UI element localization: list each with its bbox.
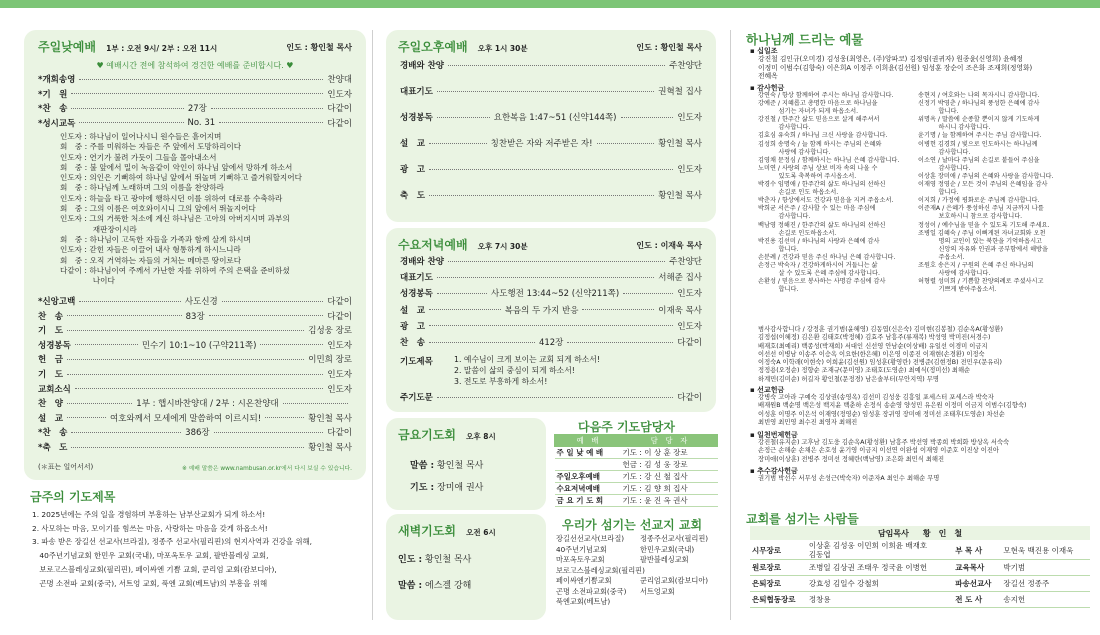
leader-dots <box>67 359 304 360</box>
sunday-title-text: 주일낮예배 <box>38 40 96 54</box>
order-label: 광 고 <box>400 321 425 332</box>
next-week-service: 수요저녁예배 <box>555 483 621 495</box>
leader-dots <box>437 397 674 398</box>
next-week-row <box>555 483 718 495</box>
order-label: *찬 송 <box>38 104 68 115</box>
wednesday-leader: 인도 : 이재욱 목사 <box>636 241 702 250</box>
prayer-topics-title: 금주의 기도제목 <box>30 490 116 504</box>
leader-dots <box>67 315 182 316</box>
wednesday-worship-panel <box>386 228 716 412</box>
top-accent-bar <box>0 0 1100 8</box>
senior-pastor-row <box>750 526 1090 540</box>
order-content: 복음의 두 가지 반응 <box>504 305 579 316</box>
order-label: 설 교 <box>38 413 63 424</box>
missions-title: 우리가 섬기는 선교지 교회 <box>562 518 703 532</box>
order-label: 성경봉독 <box>400 113 433 123</box>
leader-dots <box>437 277 654 278</box>
leader-dots <box>437 293 487 294</box>
leader-dots <box>621 117 674 118</box>
leader-dots <box>75 344 138 345</box>
order-label: 대표기도 <box>400 273 433 284</box>
leader-dots <box>429 195 654 196</box>
order-leader: 다같이 <box>327 297 352 307</box>
order-leader: 다같이 <box>327 311 352 322</box>
order-leader: 서해준 집사 <box>658 273 702 284</box>
order-content: 83장 <box>185 311 205 322</box>
leader-dots <box>448 261 665 262</box>
harvest-offering-list: 권기범 박선수 서무성 손성근(박숙자) 이준자A 최인수 최해순 무명 <box>758 475 940 482</box>
order-label: 설 교 <box>400 139 425 149</box>
staff-role: 시무장로 <box>750 541 807 560</box>
next-week-person: 기도 : 강 신 철 집사 <box>621 471 718 483</box>
order-leader: 인도자 <box>677 289 702 300</box>
leader-dots <box>67 330 304 331</box>
order-row <box>400 188 702 202</box>
order-leader: 이재욱 목사 <box>658 305 702 316</box>
next-week-row <box>555 447 718 459</box>
staff-row <box>750 560 1090 576</box>
order-label: 헌 금 <box>38 355 63 366</box>
staff-names: 이상훈 김성웅 이민희 이희윤 배재호 김동엽 <box>807 541 953 560</box>
staff-table <box>750 541 1090 608</box>
order-label: *찬 송 <box>38 428 68 439</box>
friday-line-1 <box>410 458 483 471</box>
leader-dots <box>67 374 323 375</box>
general-thanks-list: 범사감사합니다 / 강정훈 권기범(윤혜영) 김동엽(신은숙) 김미현(김봉철) 김순옥A(황성환) 김정섭(이혜정) 김은환 김태호(박정혜) 김효주 남흥주(류재복) 박성영 박미진(서경수) 배재호(최예리) 백종성(박재희) 서대인 신선영 안남순(이상배) 유일선 이경미 이금지 이선선 이병남 이송주 이승옥 이요한(한은혜) 이은영 이종진 이재현(손경환) 이정숙 이정숙A 이학래(이현숙) 이희윤(김선원) 임성훈(황영란) 전병준(김현정B) 전민우(문유리) 정정용(오정순) 정향순 조재규(문미영) 조태호(도영순) 최예식(정미선) 최해순 하계민(김미순) 허길자 황인철(문정경) 남은솔부터(무안지역) 무명 <box>758 326 1003 383</box>
order-leader: 다같이 <box>327 104 352 115</box>
order-leader: 인도자 <box>677 113 702 123</box>
sunday-order-bottom <box>38 294 352 454</box>
leader-dots <box>75 388 324 389</box>
order-label: 찬 송 <box>38 311 63 322</box>
wednesday-title-text: 수요저녁예배 <box>398 238 468 252</box>
order-row <box>38 116 352 130</box>
order-row <box>400 270 702 284</box>
staff-row <box>750 576 1090 592</box>
order-row <box>400 110 702 124</box>
leader-dots <box>260 344 323 345</box>
order-content: 412장 <box>538 338 564 348</box>
staff-names: 조병일 김상권 조태우 정국윤 이병헌 <box>807 560 953 576</box>
seventh-offering-list: 강진철(유지순) 고후남 김도웅 김순옥A(황성환) 남흥주 박선영 박종희 박희화 방상옥 서숙숙 손정근 손해순 손채은 손호성 윤기영 이금지 이선연 이완섭 이재영 이준호 이진상 이진아 장미애(이상훈) 전병주 정미선 정혜란(백남영) 조은화 최민식 최해진 <box>758 439 1010 463</box>
staff-role: 은퇴장로 <box>750 576 807 592</box>
column-divider-1 <box>372 30 373 620</box>
order-row <box>38 352 352 366</box>
order-leader: 주찬양단 <box>669 257 702 267</box>
order-row <box>38 367 352 381</box>
sunday-times: 1부 : 오전 9시/ 2부 : 오전 11시 <box>106 44 218 53</box>
order-content: No. 31 <box>187 117 216 128</box>
order-label: 축 도 <box>400 191 425 201</box>
leader-dots <box>79 301 181 302</box>
friday-label-1: 말씀 : <box>410 461 435 471</box>
staff-role: 은퇴협동장로 <box>750 592 807 608</box>
staff-role: 전 도 사 <box>953 592 1001 608</box>
next-week-row <box>555 495 718 507</box>
leader-dots <box>219 122 323 123</box>
order-content: 27장 <box>187 104 207 115</box>
next-week-header-service: 예 배 <box>555 435 621 447</box>
order-content: 칭찬받은 자와 저주받은 자! <box>490 139 593 149</box>
next-week-person: 기도 : 김 향 희 집사 <box>621 483 718 495</box>
leader-dots <box>437 91 654 92</box>
order-label: *신앙고백 <box>38 297 76 307</box>
leader-dots <box>71 447 304 448</box>
leader-dots <box>211 108 323 109</box>
order-row <box>38 425 352 439</box>
order-label: *기 원 <box>38 89 68 100</box>
thanks-heading: ▪ 감사헌금 <box>750 84 785 92</box>
column-divider-2 <box>730 30 731 620</box>
tithe-heading: ▪ 십일조 <box>750 47 778 55</box>
afternoon-title <box>398 38 528 55</box>
dawn-time: 오전 6시 <box>466 528 496 537</box>
thanks-right-list: 송현지 / 여호와는 나의 목자시니 감사합니다. 신정기 박영춘 / 하나님의 풍성한 은혜에 감사 합니다. 위명옥 / 말씀에 순종할 뿐이지 않게 기도하게 하시니 감사합니다. 윤기명 / 늘 함께하여 주시는 주님 감사합니다. 이병헌 김경희 / 빛으로 인도하시는 하나님께 감사합니다. 이소연 / 날마다 주님의 손길로 붙들어 주심을 감사합니다. 이상훈 장미애 / 주님의 은혜와 사랑을 감사합니다. 이재영 정영순 / 모든 것이 주님의 은혜임을 감사 합니다. 이지희 / 가정에 평화로운 주님께 감사합니다. 이준재A / 은혜가 풍성하신 주님 지금까지 나를 보호하시니 참으로 감사합니다. 정성이 / 예수님을 믿을 수 있도록 기도해 주세요. 조병일 김혜숙 / 주님 이뻐게된 자녀교회와 오천 명의 교인이 있는 북한을 기억하옵시고 신앙의 자유와 인권과 공부함에서 해방을 주옵소서. 조원호 송은지 / 구원의 은혜 주신 하나님의 사랑에 감사합니다. 허형렬 성미희 / 기쁨할 찬양의례로 주셨사시고 기쁘게 받아주옵소서. <box>918 92 1054 294</box>
order-leader: 다같이 <box>677 338 702 348</box>
wednesday-prayer-items: 1. 예수님이 크게 보이는 교회 되게 하소서! 2. 말씀이 삶의 중심이 되게 하소서! 3. 전도로 부흥하게 하소서! <box>454 355 600 386</box>
wednesday-time: 오후 7시 30분 <box>477 242 528 251</box>
staff-role: 파송선교사 <box>953 576 1001 592</box>
friday-value-2: 장미애 권사 <box>437 483 484 493</box>
dawn-line-1 <box>398 552 471 565</box>
leader-dots <box>582 309 654 310</box>
order-row <box>38 396 352 410</box>
order-label: 찬 양 <box>38 399 63 410</box>
next-week-person: 헌금 : 김 성 웅 장로 <box>621 459 718 471</box>
senior-pastor-name: 황 인 철 <box>922 528 963 538</box>
leader-dots <box>79 79 323 80</box>
sunday-order-top <box>38 72 352 132</box>
order-row <box>400 84 702 98</box>
order-label: 기 도 <box>38 326 63 337</box>
order-row <box>400 286 702 300</box>
harvest-offering-heading: ▪ 추수감사헌금 <box>750 467 798 475</box>
order-leader: 인도자 <box>327 370 352 380</box>
order-row <box>400 319 702 333</box>
order-label: *개회송영 <box>38 75 76 85</box>
order-leader: 찬양대 <box>327 75 352 85</box>
next-week-service: 주일오후예배 <box>555 471 621 483</box>
staff-names: 장길선 정종주 <box>1001 576 1090 592</box>
leader-dots <box>597 143 655 144</box>
wednesday-closing-row <box>400 390 702 404</box>
order-row <box>400 58 702 72</box>
order-row <box>400 136 702 150</box>
order-row <box>38 72 352 86</box>
order-content: 사도신경 <box>184 297 218 307</box>
order-label: 경배와 찬양 <box>400 257 445 267</box>
order-leader: 인도자 <box>327 89 352 100</box>
mission-offering-heading: ▪ 선교헌금 <box>750 386 785 394</box>
leader-dots <box>448 65 665 66</box>
order-label: *성시교독 <box>38 118 76 129</box>
leader-dots <box>209 315 324 316</box>
leader-dots <box>67 417 106 418</box>
friday-label-2: 기도 : <box>410 483 435 493</box>
leader-dots <box>429 342 535 343</box>
missions-left-list: 장길선선교사(브라질) 40주년기념교회 마포옥토우교회 보로고스블레싱교회(필리핀) 페이싸엔기쁨교회 곤명 소전파교회(중국) 푹엔교회(베트남) <box>556 534 645 606</box>
staff-role: 부 목 사 <box>953 541 1001 560</box>
sunday-worship-panel <box>24 30 366 480</box>
order-leader: 인도자 <box>677 321 702 332</box>
next-week-service: 금 요 기 도 회 <box>555 495 621 507</box>
missions-right-list: 정종주선교사(필리핀) 한민우교회(국내) 팔반블레싱교회 쿤리엄교회(캄보디아) 서트엉교회 <box>640 534 709 596</box>
responsive-reading: 인도자 : 하나님이 일어나시니 원수들은 흩어지며 회 중 : 주를 미워하는 자들은 주 앞에서 도망하리이다 인도자 : 연기가 불려 가듯이 그들을 몰아내소서 회 중 : 불 앞에서 밀이 녹음같이 악인이 하나님 앞에서 망하게 하소서 인도자 : 의인은 기뻐하여 하나님 앞에서 뛰놀며 기뻐하고 즐거워할지어다 회 중 : 하나님께 노래하며 그의 이름을 찬양하라 인도자 : 하늘을 타고 광야에 행하시던 이를 위하여 대로를 수축하라 회 중 : 그의 이름은 여호와이시니 그의 앞에서 뛰놀지어다 인도자 : 그의 거룩한 처소에 계신 하나님은 고아의 아버지시며 과부의 재판장이시라 회 중 : 하나님이 고독한 자들을 가족과 함께 살게 하시며 인도자 : 갇힌 자들은 이끌어 내사 형통하게 하시느니라 회 중 : 오직 거역하는 자들의 거처는 메마른 땅이로다 다같이 : 하나님이여 주께서 가난한 자를 위하여 주의 은택을 준비하셨 나이다 <box>60 132 302 286</box>
order-row <box>400 303 702 317</box>
senior-pastor-label: 담임목사 <box>877 528 909 538</box>
dawn-value-1: 황인철 목사 <box>425 555 472 565</box>
afternoon-leader: 인도 : 황인철 목사 <box>636 43 702 52</box>
next-week-row <box>555 459 718 471</box>
order-leader: 황인철 목사 <box>308 443 352 453</box>
dawn-prayer-panel <box>386 514 546 620</box>
order-leader: 권혁철 집사 <box>658 87 702 97</box>
friday-title <box>398 426 496 443</box>
staff-names: 정창용 <box>807 592 953 608</box>
leader-dots <box>222 301 324 302</box>
friday-title-text: 금요기도회 <box>398 428 456 442</box>
staff-role: 원로장로 <box>750 560 807 576</box>
staff-title: 교회를 섬기는 사람들 <box>746 512 859 526</box>
order-content: 여호와께서 모세에게 말씀하여 이르시되! <box>110 413 262 424</box>
order-row <box>38 323 352 337</box>
order-content: 1부 : 햅시바찬양대 / 2부 : 시온찬양대 <box>136 399 279 410</box>
dawn-title-text: 새벽기도회 <box>398 524 456 538</box>
order-label: 대표기도 <box>400 87 433 97</box>
next-week-person: 기도 : 윤 진 옥 권사 <box>621 495 718 507</box>
order-label: 경배와 찬양 <box>400 61 445 71</box>
leader-dots <box>429 143 487 144</box>
leader-dots <box>567 342 673 343</box>
order-leader: 다같이 <box>327 118 352 129</box>
order-row <box>38 294 352 308</box>
next-week-header-person: 담 당 자 <box>621 435 718 447</box>
next-week-service: 주 일 낮 예 배 <box>555 447 621 459</box>
leader-dots <box>429 169 673 170</box>
order-leader: 김성웅 장로 <box>308 326 352 337</box>
dawn-label-1: 인도 : <box>398 555 423 565</box>
dawn-value-2: 에스겔 강해 <box>425 581 472 591</box>
friday-time: 오후 8시 <box>466 432 496 441</box>
seventh-offering-heading: ▪ 일천번제헌금 <box>750 431 798 439</box>
order-label: 찬 송 <box>400 338 425 348</box>
prayer-topics-list: 1. 2025년에는 주의 일을 경험하며 부흥하는 남부산교회가 되게 하소서! 2. 사모하는 마음, 모이기를 힘쓰는 마음, 사랑하는 마음을 갖게 하옵소서! 3. 파송 받은 장길선 선교사(브라질), 정종주 선교사(필리핀)의 현지사역과 건강을 위해, 40주년기념교회 한민우 교회(국내), 마포옥토우 교회, 팔반블레싱 교회, 보로고스블레싱교회(필리핀), 페이싸엔 기쁨 교회, 쿤리엄 교회(캄보디아), 곤명 소전파 교회(중국), 서트엉 교회, 푹엔 교회(베트남)의 부흥을 위해 <box>32 510 313 588</box>
wednesday-prayer-label: 기도제목 <box>400 357 433 367</box>
order-label: 성경봉독 <box>400 289 433 300</box>
wednesday-title <box>398 236 528 253</box>
order-label: 설 교 <box>400 305 425 316</box>
order-leader: 이민희 장로 <box>308 355 352 366</box>
leader-dots <box>429 309 501 310</box>
order-leader: 황인철 목사 <box>658 139 702 149</box>
afternoon-time: 오후 1시 30분 <box>477 44 528 53</box>
leader-dots <box>437 117 490 118</box>
order-leader: 주찬양단 <box>669 61 702 71</box>
order-leader: 인도자 <box>327 384 352 395</box>
order-row <box>38 87 352 101</box>
sunday-leader: 인도 : 황인철 목사 <box>286 43 352 52</box>
friday-value-1: 황인철 목사 <box>437 461 484 471</box>
next-week-table <box>554 434 718 507</box>
sunday-notice: ♥ 예배시간 전에 참석하여 경건한 예배를 준비합시다. ♥ <box>96 61 294 70</box>
next-week-title: 다음주 기도담당자 <box>578 420 675 434</box>
order-row <box>38 101 352 115</box>
staff-role: 교육목사 <box>953 560 1001 576</box>
homepage-notice: ※ 예배 말씀은 www.nambusan.or.kr에서 다시 보실 수 있습니다. <box>181 466 352 472</box>
order-label: *축 도 <box>38 443 68 453</box>
dawn-title <box>398 522 496 539</box>
afternoon-title-text: 주일오후예배 <box>398 40 468 54</box>
next-week-person: 기도 : 이 상 훈 장로 <box>621 447 718 459</box>
order-leader: 인도자 <box>327 340 352 351</box>
leader-dots <box>71 108 183 109</box>
order-label: 광 고 <box>400 165 425 175</box>
order-row <box>400 162 702 176</box>
order-leader: 황인철 목사 <box>658 191 702 201</box>
leader-dots <box>214 432 324 433</box>
staff-names: 박기범 <box>1001 560 1090 576</box>
afternoon-worship-panel <box>386 30 716 222</box>
leader-dots <box>79 122 183 123</box>
staff-names: 강효성 김일수 강철희 <box>807 576 953 592</box>
order-label: 교회소식 <box>38 384 71 395</box>
leader-dots <box>71 93 323 94</box>
order-label: 기 도 <box>38 370 63 380</box>
wednesday-order <box>400 254 702 354</box>
order-leader: 다같이 <box>327 428 352 439</box>
closing-right: 다같이 <box>677 393 702 403</box>
staff-row <box>750 541 1090 560</box>
standing-footnote: (＊표는 일어서서) <box>38 463 94 471</box>
mission-offering-list: 강병숙 고아라 구예숙 김상권(송영옥) 김선미 김성웅 김흥일 포세스터 포세스라 박숙자 배재원B 백순명 백은성 백지윤 백춘하 손정식 송순영 양성민 유은원 이정미 이금지 이범수(김향숙) 이성훈 이명주 이은석 이재영(정영순) 임성훈 장귀영 장미애 정미선 조태후(도영순) 차선순 최빈영 최민영 최수진 최영자 최해진 <box>758 394 1027 426</box>
order-label: 성경봉독 <box>38 340 71 351</box>
dawn-line-2 <box>398 578 471 591</box>
staff-names: 송지헌 <box>1001 592 1090 608</box>
order-leader: 황인철 목사 <box>308 413 352 424</box>
staff-names: 모현욱 백진용 이재욱 <box>1001 541 1090 560</box>
order-row <box>400 254 702 268</box>
next-week-row <box>555 471 718 483</box>
leader-dots <box>67 403 132 404</box>
order-content: 민수기 10:1~10 (구약211쪽) <box>141 340 257 351</box>
order-row <box>38 338 352 352</box>
order-row <box>38 440 352 454</box>
order-content: 386장 <box>185 428 210 439</box>
order-content: 요한복음 1:47~51 (신약144쪽) <box>493 113 617 123</box>
friday-line-2 <box>410 480 483 493</box>
order-row <box>38 382 352 396</box>
offering-title: 하나님께 드리는 예물 <box>746 32 864 47</box>
leader-dots <box>283 403 348 404</box>
leader-dots <box>623 293 673 294</box>
staff-row <box>750 592 1090 608</box>
order-row <box>38 309 352 323</box>
next-week-service <box>555 459 621 471</box>
thanks-left-list: 강연숙 / 항상 함께하여 주시는 하나님 감사합니다. 강예준 / 지혜롭고 총명한 마음으로 하나님을 섬기는 자녀가 되게 하옵소서. 강진철 / 한주간 삶도 믿음으로 살게 해주셔서 감사합니다. 김효심 유숙희 / 하나님 크신 사랑을 감사합니다. 김성희 송명숙 / 늘 함께 하시는 주님의 은혜와 사랑에 감사합니다. 김영채 문정심 / 함께하시는 하나님 은혜 감사합니다. 노미연 / 사랑의 주님 상보 비자 속의 나올 수 있도록 축복하여 주시옵소서. 박경수 임명애 / 한주간의 삶도 하나님의 선하신 손길로 인도 하옵소서. 박춘자 / 항상에서도 건강과 믿음을 지켜 주옵소서. 박희균 서은주 / 감사할 수 있는 마음 주심에 감사합니다. 백남영 정해진 / 한주간의 삶도 하나님의 선하신 손길로 인도하옵소서. 박진용 김선미 / 하나님의 사랑과 은혜에 감사 합니다. 손분례 / 건강과 믿음 주신 하나님 은혜 감사합니다. 손정근 박숙자 / 건강하게하시어 거둡니는 삶 살 수 있도록 은혜 주심에 감사합니다. 손환성 / 믿음으로 봉사하는 사명감 주심에 감사 합니다. <box>758 92 900 294</box>
dawn-label-2: 말씀 : <box>398 581 423 591</box>
order-row <box>38 411 352 425</box>
tithe-list: 강진철 김인규(오미경) 김성웅(최영은, (주)앙파코) 김정임(권귀자) 원종윤(신영희) 윤혜정 이정미 이범수(김향숙) 이은희A 이정주 이희윤(김선원) 임성훈 장순이 조은화 조재희(정영화) 전혜옥 <box>758 55 1033 81</box>
leader-dots <box>71 432 181 433</box>
friday-prayer-panel <box>386 418 546 510</box>
leader-dots <box>265 417 304 418</box>
sunday-title <box>38 38 217 55</box>
order-leader: 인도자 <box>677 165 702 175</box>
order-row <box>400 335 702 349</box>
order-content: 사도행전 13:44~52 (신약211쪽) <box>491 289 620 300</box>
afternoon-order <box>400 58 702 218</box>
leader-dots <box>429 325 673 326</box>
closing-label: 주기도문 <box>400 393 433 403</box>
